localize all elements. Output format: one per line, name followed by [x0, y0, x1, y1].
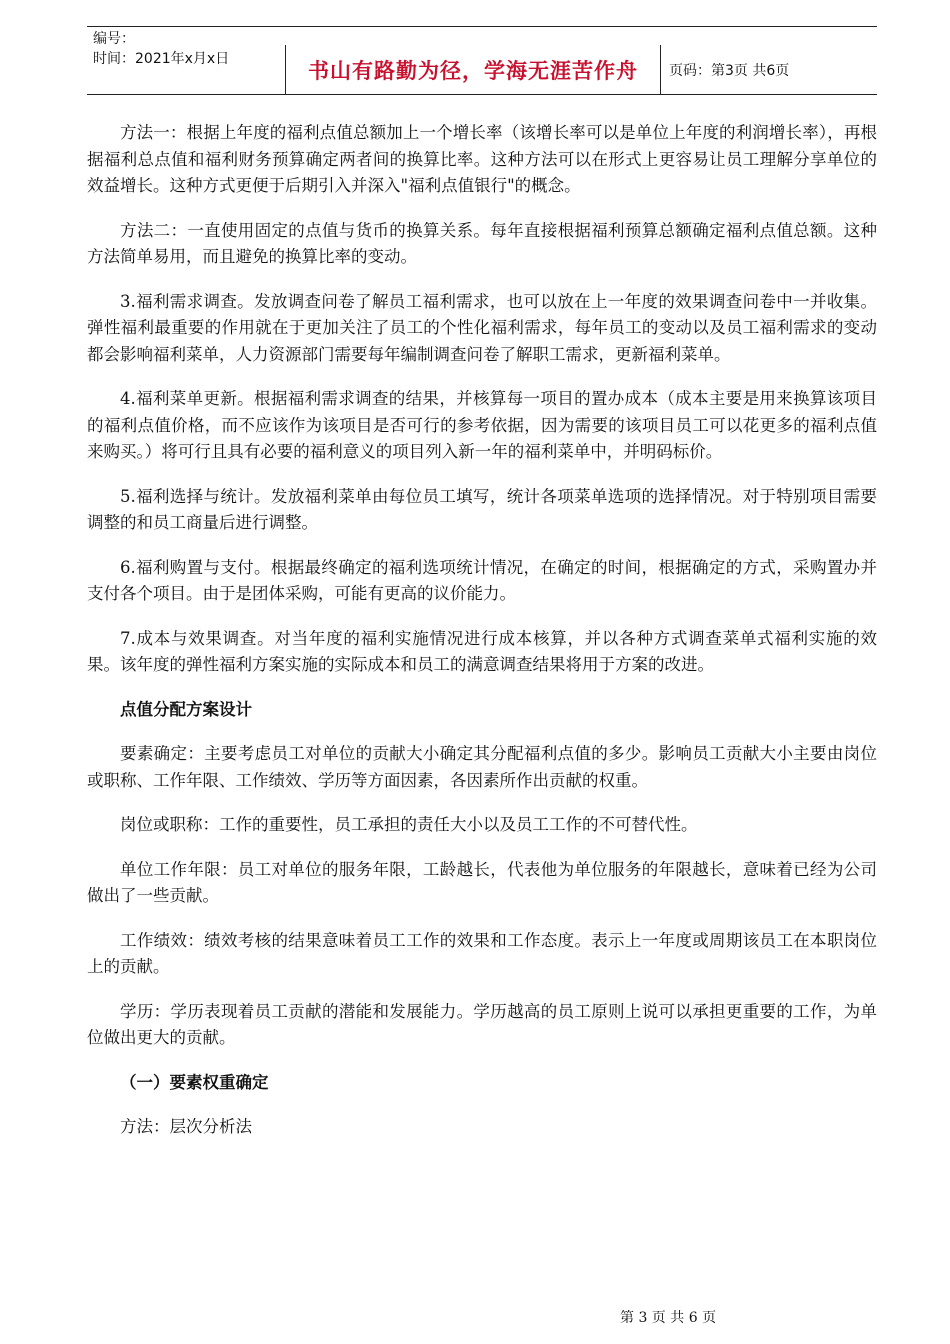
document-number-label: 编号： [93, 31, 135, 47]
paragraph-tenure: 单位工作年限：员工对单位的服务年限，工龄越长，代表他为单位服务的年限越长，意味着已经为公司做出了一些贡献。 [87, 859, 877, 905]
header-divider [660, 45, 661, 94]
paragraph-method-line: 方法：层次分析法 [120, 1117, 252, 1136]
paragraph-step-7: 7.成本与效果调查。对当年度的福利实施情况进行成本核算，并以各种方式调查菜单式福利实施的效果。该年度的弹性福利方案实施的实际成本和员工的满意调查结果将用于方案的改进。 [87, 628, 877, 674]
document-body [87, 120, 877, 1159]
page-header [87, 26, 877, 95]
paragraph-step-4: 4.福利菜单更新。根据福利需求调查的结果，并核算每一项目的置办成本（成本主要是用来换算该项目的福利点值价格，而不应该作为该项目是否可行的参考依据，因为需要的该项目员工可以花更多的福利点值来购买。）将可行且具有必要的福利意义的项目列入新一年的福利菜单中，并明码标价。 [87, 389, 877, 461]
paragraph-step-6: 6.福利购置与支付。根据最终确定的福利选项统计情况，在确定的时间，根据确定的方式，采购置办并支付各个项目。由于是团体采购，可能有更高的议价能力。 [87, 557, 877, 603]
header-motto: 书山有路勤为径，学海无涯苦作舟 [308, 58, 638, 83]
paragraph-position: 岗位或职称：工作的重要性，员工承担的责任大小以及员工工作的不可替代性。 [120, 815, 698, 834]
paragraph-performance: 工作绩效：绩效考核的结果意味着员工工作的效果和工作态度。表示上一年度或周期该员工在本职岗位上的贡献。 [87, 930, 877, 976]
subsection-heading: （一）要素权重确定 [120, 1072, 269, 1092]
header-page-code: 页码：第3页 共6页 [669, 62, 790, 79]
paragraph-step-3: 3.福利需求调查。发放调查问卷了解员工福利需求，也可以放在上一年度的效果调查问卷中一并收集。弹性福利最重要的作用就在于更加关注了员工的个性化福利需求，每年员工的变动以及员工福利需求的变动都会影响福利菜单，人力资源部门需要每年编制调查问卷了解职工需求，更新福利菜单。 [87, 291, 877, 364]
section-heading: 点值分配方案设计 [120, 699, 252, 719]
paragraph-method-1: 方法一：根据上年度的福利点值总额加上一个增长率（该增长率可以是单位上年度的利润增长率），再根据福利总点值和福利财务预算确定两者间的换算比率。这种方法可以在形式上更容易让员工理解分享单位的效益增长。这种方式更便于后期引入并深入"福利点值银行"的概念。 [87, 123, 877, 195]
paragraph-factor-definition: 要素确定：主要考虑员工对单位的贡献大小确定其分配福利点值的多少。影响员工贡献大小主要由岗位或职称、工作年限、工作绩效、学历等方面因素，各因素所作出贡献的权重。 [87, 744, 877, 790]
paragraph-step-5: 5.福利选择与统计。发放福利菜单由每位员工填写，统计各项菜单选项的选择情况。对于特别项目需要调整的和员工商量后进行调整。 [87, 486, 877, 532]
page-footer: 第 3 页 共 6 页 [620, 1310, 717, 1326]
paragraph-method-2: 方法二：一直使用固定的点值与货币的换算关系。每年直接根据福利预算总额确定福利点值总额。这种方法简单易用，而且避免的换算比率的变动。 [87, 220, 877, 266]
paragraph-education: 学历：学历表现着员工贡献的潜能和发展能力。学历越高的员工原则上说可以承担更重要的工作，为单位做出更大的贡献。 [87, 1001, 877, 1047]
document-time-label: 时间：2021年x月x日 [93, 51, 230, 67]
header-meta [93, 29, 229, 69]
